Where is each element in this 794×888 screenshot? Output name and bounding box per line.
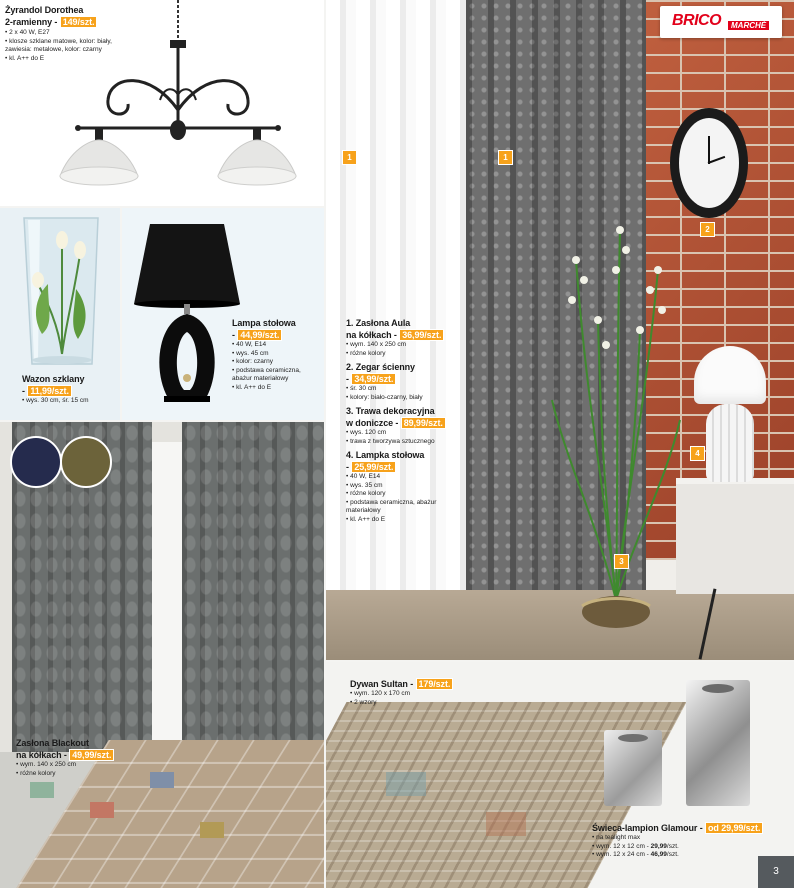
product-spec: • 40 W, E14 bbox=[346, 473, 456, 482]
product-title: 4. Lampka stołowa bbox=[346, 450, 425, 460]
lamp-spec: • 40 W, E14 bbox=[232, 341, 322, 350]
white-curtain bbox=[326, 0, 486, 630]
brand-logo bbox=[660, 6, 782, 38]
candle-title: Świeca-lampion Glamour - bbox=[592, 823, 703, 833]
rug-price: 179/szt. bbox=[416, 678, 454, 690]
chandelier-spec: • 2 x 40 W, E27 bbox=[5, 29, 125, 38]
chandelier-title: Żyrandol Dorothea bbox=[5, 5, 84, 15]
lamp-title: Lampa stołowa bbox=[232, 318, 296, 328]
marker-white-curtain: 1 bbox=[342, 150, 357, 165]
vase-illustration bbox=[18, 214, 104, 374]
product-title-cont: - bbox=[346, 462, 349, 472]
vase-specs bbox=[22, 397, 118, 406]
chandelier-panel bbox=[0, 0, 324, 206]
product-spec: • wym. 140 x 250 cm bbox=[346, 341, 456, 350]
candle-price: od 29,99/szt. bbox=[705, 822, 763, 834]
chandelier-price: 149/szt. bbox=[60, 16, 98, 28]
product-title-cont: w doniczce - bbox=[346, 418, 399, 428]
marker-lamp: 4 bbox=[690, 446, 705, 461]
product-title-cont: na kółkach - bbox=[346, 330, 397, 340]
blackout-panel bbox=[0, 422, 324, 888]
product-spec: • kl. A++ do E bbox=[346, 516, 456, 525]
brand-sub: MARCHÉ bbox=[728, 21, 769, 30]
lamp-spec: • kl. A++ do E bbox=[232, 384, 322, 393]
vase-panel bbox=[0, 208, 120, 420]
product-block bbox=[346, 406, 456, 446]
rug-spec: • 2 wzory bbox=[350, 699, 510, 708]
white-lamp bbox=[688, 346, 772, 482]
lamp-illustration bbox=[128, 220, 248, 410]
product-spec: • wys. 35 cm bbox=[346, 482, 456, 491]
chandelier-title-cont: 2-ramienny - bbox=[5, 17, 58, 27]
candle-tall bbox=[686, 680, 750, 806]
rug-title: Dywan Sultan - bbox=[350, 679, 414, 689]
product-price: 36,99/szt. bbox=[399, 329, 444, 341]
product-block bbox=[346, 450, 456, 524]
lamp-spec: • wys. 45 cm bbox=[232, 350, 322, 359]
lamp-price: 44,99/szt. bbox=[237, 329, 282, 341]
chandelier-spec: • klosze szklane matowe, kolor: biały, zawiesia: metalowe, kolor: czarny bbox=[5, 38, 125, 55]
candle-small bbox=[604, 730, 662, 806]
blackout-curtain-right bbox=[182, 422, 324, 752]
candle-spec: • na tealight max bbox=[592, 834, 792, 843]
vase-price: 11,99/szt. bbox=[27, 385, 72, 397]
blackout-price: 49,99/szt. bbox=[69, 749, 114, 761]
swatch-navy bbox=[10, 436, 62, 488]
product-spec: • trawa z tworzywa sztucznego bbox=[346, 438, 456, 447]
vase-spec: • wys. 30 cm, śr. 15 cm bbox=[22, 397, 118, 406]
blackout-title: Zasłona Blackout bbox=[16, 738, 89, 748]
product-title-cont: - bbox=[346, 374, 349, 384]
lamp-spec: • kolor: czarny bbox=[232, 358, 322, 367]
page-number: 3 bbox=[758, 856, 794, 888]
candle-size: • wym. 12 x 24 cm - 46,99/szt. bbox=[592, 851, 792, 860]
lamp-title-cont: - bbox=[232, 330, 235, 340]
lamp-panel bbox=[122, 208, 324, 420]
product-title: 1. Zasłona Aula bbox=[346, 318, 411, 328]
vase-title-cont: - bbox=[22, 386, 25, 396]
candle-size: • wym. 12 x 12 cm - 29,99/szt. bbox=[592, 843, 792, 852]
marker-grass: 3 bbox=[614, 554, 629, 569]
window bbox=[152, 442, 182, 742]
swatch-olive bbox=[60, 436, 112, 488]
lamp-specs bbox=[232, 341, 322, 392]
candle-size-price: 29,99 bbox=[650, 842, 667, 850]
side-table bbox=[676, 478, 794, 594]
room-photo bbox=[326, 0, 794, 660]
brand-name: BRICO bbox=[672, 12, 722, 29]
product-spec: • podstawa ceramiczna, abażur materiałowy bbox=[346, 499, 456, 516]
product-price: 34,99/szt. bbox=[351, 373, 396, 385]
product-spec: • kolory: biało-czarny, biały bbox=[346, 394, 456, 403]
chandelier-spec: • kl. A++ do E bbox=[5, 55, 125, 64]
product-price: 25,99/szt. bbox=[351, 461, 396, 473]
rug-candle-panel bbox=[326, 662, 794, 888]
product-block bbox=[346, 318, 456, 358]
product-spec: • różne kolory bbox=[346, 490, 456, 499]
marker-clock: 2 bbox=[700, 222, 715, 237]
product-title: 3. Trawa dekoracyjna bbox=[346, 406, 435, 416]
blackout-title-cont: na kółkach - bbox=[16, 750, 67, 760]
product-spec: • wys. 120 cm bbox=[346, 429, 456, 438]
product-price: 89,99/szt. bbox=[401, 417, 446, 429]
vase-title: Wazon szklany bbox=[22, 374, 85, 384]
product-spec: • śr. 30 cm bbox=[346, 385, 456, 394]
marker-grey-curtain: 1 bbox=[498, 150, 513, 165]
rug-spec: • wym. 120 x 170 cm bbox=[350, 690, 510, 699]
product-title: 2. Zegar ścienny bbox=[346, 362, 415, 372]
candle-size-price: 46,99 bbox=[650, 851, 667, 858]
product-spec: • różne kolory bbox=[346, 350, 456, 359]
product-block bbox=[346, 362, 456, 402]
blackout-spec: • wym. 140 x 250 cm bbox=[16, 761, 136, 770]
grass-plant bbox=[546, 200, 686, 640]
lamp-spec: • podstawa ceramiczna, abażur materiałowy bbox=[232, 367, 322, 384]
chandelier-specs bbox=[5, 29, 125, 63]
blackout-spec: • różne kolory bbox=[16, 770, 136, 779]
